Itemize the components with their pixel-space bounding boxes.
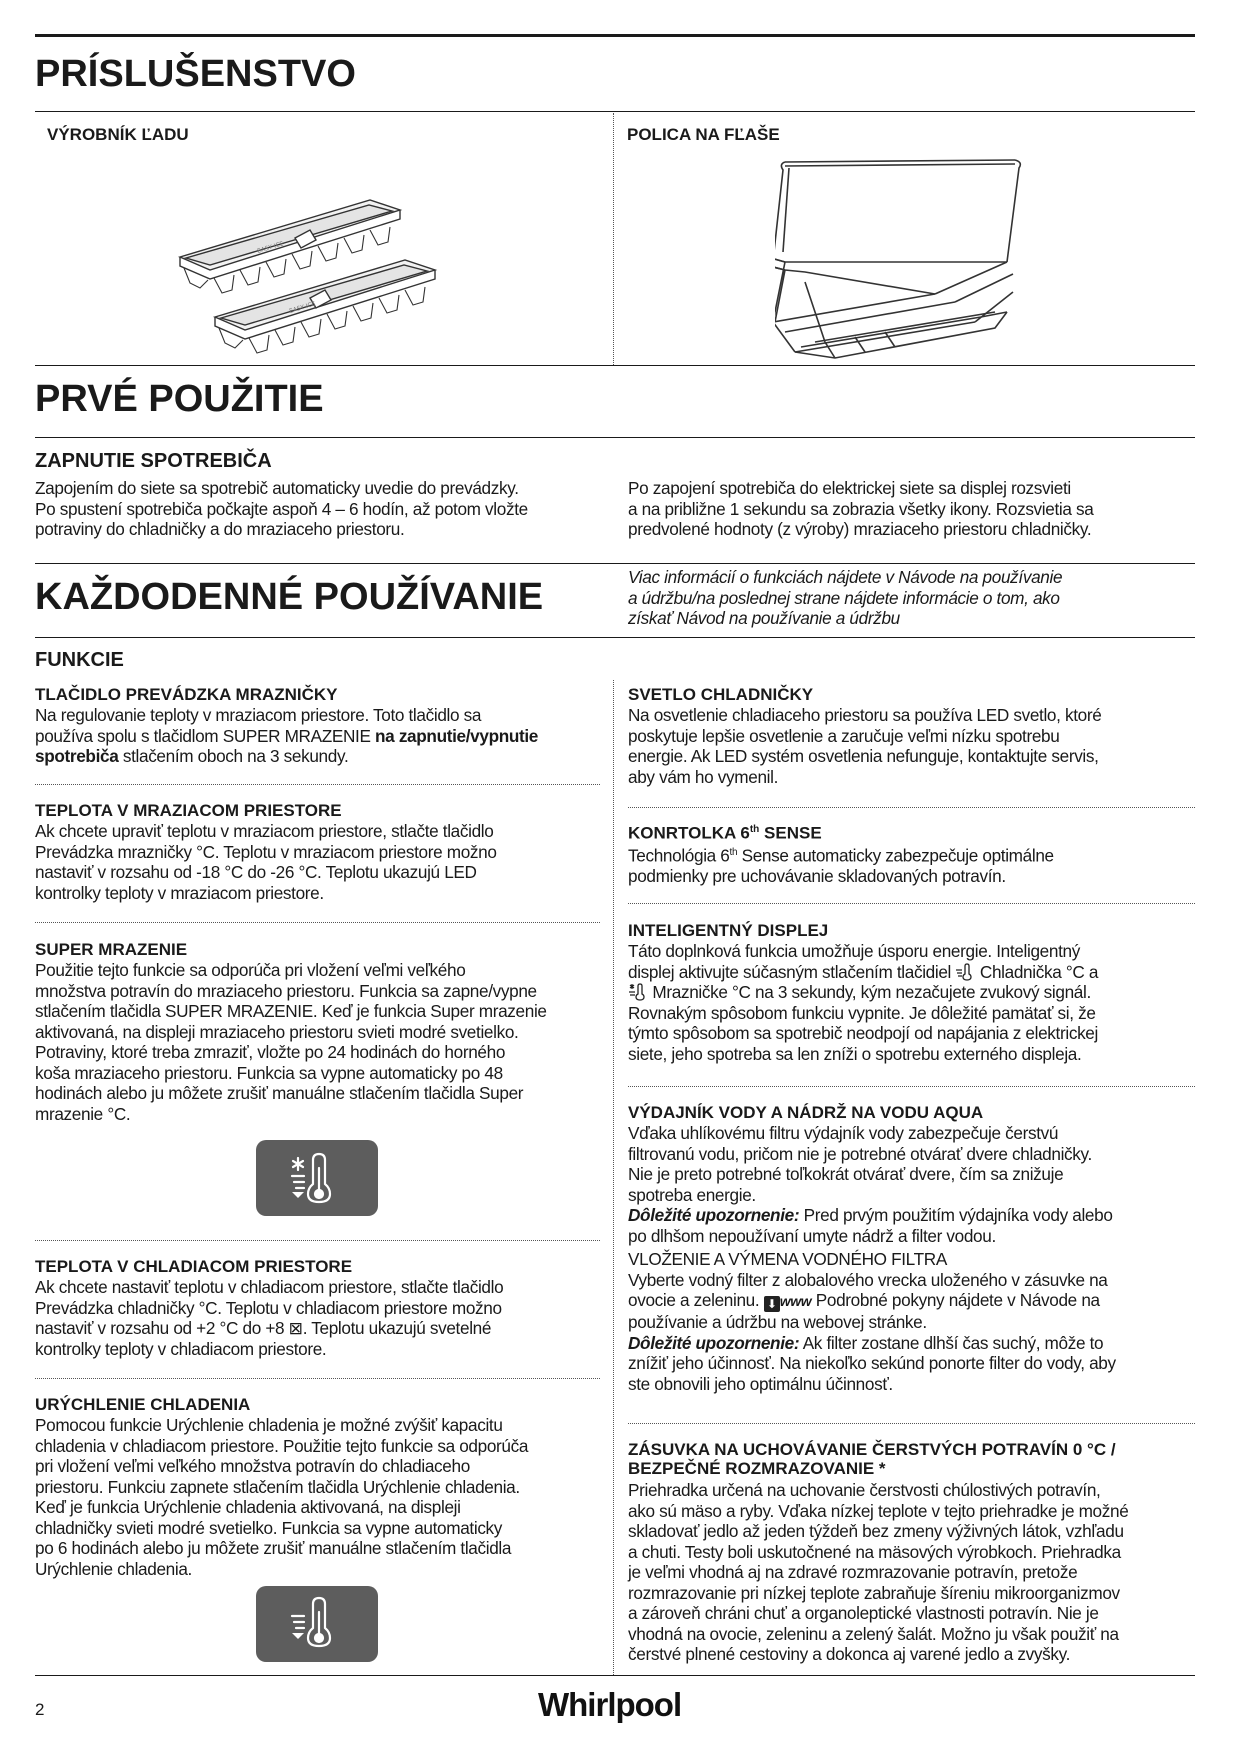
- text-line: čerstvé plnené cestoviny a dokonca aj varené jedlo a zvyšky.: [628, 1644, 1071, 1664]
- text-span: Sense automaticky zabezpečuje optimálne: [737, 845, 1054, 866]
- fresh-drawer-text: [628, 1480, 1195, 1665]
- text-line: ste obnovili jeho optimálnu účinnosť.: [628, 1373, 893, 1394]
- text-line: predvolené hodnoty (z výroby) mraziaceho priestoru chladničky.: [628, 519, 1092, 539]
- text-line: Na regulovanie teploty v mraziacom priestore. Toto tlačidlo sa: [35, 705, 482, 725]
- text-line: Po zapojení spotrebiča do elektrickej siete sa displej rozsvieti: [628, 478, 1071, 498]
- smart-display-title: INTELIGENTNÝ DISPLEJ: [628, 921, 829, 940]
- text-span: Ak filter zostane dlhší čas suchý, môže to: [799, 1332, 1104, 1353]
- first-use-title: PRVÉ POUŽITIE: [35, 378, 324, 420]
- first-use-right-text: [628, 478, 1195, 540]
- text-bold: na zapnutie/vypnutie: [375, 725, 539, 746]
- separator: [628, 903, 1195, 904]
- text-line: znížiť jeho účinnosť. Na niekoľko sekúnd ponorte filter do vody, aby: [628, 1353, 1116, 1373]
- text-line: [628, 1333, 1195, 1354]
- functions-heading: FUNKCIE: [35, 649, 124, 671]
- freezer-button-text: [35, 705, 600, 767]
- text-line: [628, 1290, 1195, 1312]
- text-span: Chladnička °C a: [975, 961, 1099, 982]
- text-line: chladničky svieti modré svetielko. Funkcia sa vypne automaticky: [35, 1517, 503, 1538]
- text-line: Ak chcete nastaviť teplotu v chladiacom priestore, stlačte tlačidlo: [35, 1277, 504, 1297]
- text-line: a údržbu/na poslednej strane nájdete informácie o tom, ako: [628, 587, 1060, 608]
- text-span: Pred prvým použitím výdajníka vody alebo: [799, 1205, 1113, 1225]
- text-line: [628, 982, 1195, 1003]
- text-line: siete, jeho spotreba sa len zníži o spotrebu externého displeja.: [628, 1043, 1082, 1064]
- fast-cool-button[interactable]: [256, 1586, 378, 1662]
- text-line: po 6 hodinách alebo ju môžete zrušiť manuálne stlačením tlačidla: [35, 1538, 512, 1558]
- separator: [35, 922, 600, 923]
- text-line: Po spustení spotrebiča počkajte aspoň 4 – 6 hodín, až potom vložte: [35, 498, 528, 519]
- text-line: mrazenie °C.: [35, 1103, 131, 1124]
- filter-heading: VLOŽENIE A VÝMENA VODNÉHO FILTRA: [628, 1249, 947, 1269]
- bottle-shelf-label: POLICA NA FĽAŠE: [627, 125, 780, 144]
- text-line: Použitie tejto funkcie sa odporúča pri vložení veľmi veľkého: [35, 960, 466, 980]
- text-line: ZÁSUVKA NA UCHOVÁVANIE ČERSTVÝCH POTRAVÍN 0 °C /: [628, 1440, 1116, 1459]
- text-line: a na približne 1 sekundu sa zobrazia všetky ikony. Rozsvietia sa: [628, 498, 1094, 519]
- daily-use-rule-2: [35, 637, 1195, 638]
- text-line: rozmrazovanie pri nízkej teplote zabraňuje šíreniu mikroorganizmov: [628, 1582, 1120, 1603]
- accessories-rule: [35, 111, 1195, 112]
- switch-on-heading: ZAPNUTIE SPOTREBIČA: [35, 450, 272, 472]
- text-span: používa spolu s tlačidlom SUPER MRAZENIE: [35, 725, 376, 746]
- fridge-light-text: [628, 705, 1195, 787]
- text-span: ovocie a zeleninu.: [628, 1290, 764, 1310]
- separator: [628, 1423, 1195, 1424]
- text-line: hodinách alebo ju môžete zrušiť manuálne stlačením tlačidla Super: [35, 1083, 524, 1103]
- daily-use-rule: [35, 563, 1195, 564]
- cooling-thermometer-icon: [256, 1586, 378, 1662]
- text-line: Zapojením do siete sa spotrebič automaticky uvedie do prevádzky.: [35, 478, 519, 498]
- super-freeze-text: [35, 960, 600, 1124]
- super-freeze-button[interactable]: [256, 1140, 378, 1216]
- separator: [35, 1378, 600, 1379]
- text-line: Urýchlenie chladenia.: [35, 1558, 192, 1579]
- text-line: Ak chcete upraviť teplotu v mraziacom priestore, stlačte tlačidlo: [35, 821, 494, 841]
- text-sup: th: [749, 824, 760, 835]
- text-line: Vďaka uhlíkovému filtru výdajník vody zabezpečuje čerstvú: [628, 1123, 1059, 1143]
- separator: [35, 784, 600, 785]
- text-line: poskytuje lepšie osvetlenie a zaručuje veľmi nízku spotrebu: [628, 725, 1060, 746]
- daily-use-note: [628, 567, 1195, 629]
- text-span: KONRTOLKA 6: [628, 823, 750, 843]
- text-line: BEZPEČNÉ ROZMRAZOVANIE *: [628, 1458, 886, 1478]
- text-line: je veľmi vhodná aj na zdravé rozmrazovanie potravín, pretože: [628, 1562, 1078, 1582]
- brand-logo: Whirlpool: [538, 1686, 682, 1723]
- text-line: [628, 1205, 1195, 1226]
- separator: [628, 807, 1195, 808]
- text-line: koša mraziaceho priestoru. Funkcia sa vypne automaticky po 48: [35, 1062, 503, 1083]
- text-span: Mrazničke °C na 3 sekundy, kým nezačujete zvukový signál.: [648, 982, 1091, 1002]
- text-line: energie. Ak LED systém osvetlenia nefunguje, kontaktujte servis,: [628, 746, 1099, 766]
- ice-tray-print-1: EASY ICE: [256, 240, 285, 255]
- text-line: Potraviny, ktoré treba zmraziť, vložte po 24 hodinách do horného: [35, 1042, 506, 1062]
- text-line: ako sú mäso a ryby. Vďaka nízkej teplote v tejto priehradke je možné: [628, 1500, 1129, 1521]
- ice-tray-illustration: [170, 180, 490, 355]
- text-bold-italic: Dôležité upozornenie:: [628, 1205, 800, 1225]
- text-line: týmto spôsobom sa spotrebič neodpojí od napájania z elektrickej: [628, 1023, 1098, 1043]
- text-span: Podrobné pokyny nájdete v Návode na: [811, 1290, 1100, 1310]
- text-line: Táto doplnková funkcia umožňuje úsporu energie. Inteligentný: [628, 941, 1080, 961]
- text-line: [628, 962, 1195, 983]
- text-line: a chuti. Testy boli uskutočnené na mäsových výrobkoch. Priehradka: [628, 1541, 1121, 1562]
- text-line: Vyberte vodný filter z alobalového vrecka uloženého v zásuvke na: [628, 1269, 1108, 1290]
- text-line: priestoru. Funkciu zapnete stlačením tlačidla Urýchlenie chladenia.: [35, 1476, 520, 1497]
- super-freeze-title: SUPER MRAZENIE: [35, 940, 188, 959]
- text-span: Technológia 6: [628, 845, 730, 866]
- freezer-thermometer-icon: [628, 983, 648, 1001]
- text-line: kontrolky teploty v chladiacom priestore.: [35, 1338, 327, 1359]
- text-line: Priehradka určená na uchovanie čerstvosti chúlostivých potravín,: [628, 1480, 1101, 1500]
- text-line: [628, 843, 1195, 866]
- text-line: aktivovaná, na displeji mraziaceho priestoru svieti modré svetielko.: [35, 1021, 519, 1042]
- text-line: podmienky pre uchovávanie skladovaných potravín.: [628, 866, 1006, 887]
- daily-use-title: KAŽDODENNÉ POUŽÍVANIE: [35, 576, 544, 618]
- freezer-button-title: TLAČIDLO PREVÁDZKA MRAZNIČKY: [35, 685, 338, 704]
- water-title: VÝDAJNÍK VODY A NÁDRŽ NA VODU AQUA: [628, 1103, 984, 1122]
- fast-cool-text: [35, 1415, 600, 1579]
- ice-maker-label: VÝROBNÍK ĽADU: [47, 125, 189, 144]
- www-label: www: [779, 1293, 812, 1309]
- fridge-light-title: SVETLO CHLADNIČKY: [628, 685, 814, 704]
- text-line: kontrolky teploty v mraziacom priestore.: [35, 882, 324, 903]
- text-bold: spotrebiča: [35, 746, 119, 766]
- page-number: 2: [35, 1700, 45, 1719]
- fridge-temp-text: [35, 1277, 600, 1359]
- first-use-rule: [35, 437, 1195, 438]
- top-rule: [35, 34, 1195, 37]
- text-line: Prevádzka chladničky °C. Teplotu v chladiacom priestore možno: [35, 1297, 502, 1318]
- text-sup: th: [729, 847, 738, 858]
- text-line: stlačením tlačidla SUPER MRAZENIE. Keď je funkcia Super mrazenie: [35, 1001, 547, 1021]
- text-line: chladenia v chladiacom priestore. Použitie tejto funkcie sa odporúča: [35, 1435, 529, 1456]
- ice-tray-print-2: EASY ICE: [288, 300, 317, 315]
- text-line: a zároveň chráni chuť a organoleptické vlastnosti potravín. Nie je: [628, 1603, 1099, 1623]
- download-icon: ⬇: [764, 1296, 780, 1312]
- accessories-title: PRÍSLUŠENSTVO: [35, 53, 356, 95]
- freezer-temp-text: [35, 821, 600, 903]
- text-span: stlačením oboch na 3 sekundy.: [118, 746, 349, 766]
- accessories-divider: [613, 113, 614, 365]
- text-line: získať Návod na používanie a údržbu: [628, 608, 900, 628]
- text-span: SENSE: [759, 823, 822, 843]
- smart-display-text: [628, 941, 1195, 1064]
- text-line: Nie je preto potrebné toľkokrát otvárať dvere, čím sa znižuje: [628, 1164, 1064, 1184]
- sixth-sense-title: [628, 824, 822, 843]
- text-line: aby vám ho vymenil.: [628, 766, 779, 787]
- text-line: spotreba energie.: [628, 1184, 756, 1205]
- text-line: Rovnakým spôsobom funkciu vypnite. Je dôležité pamätať si, že: [628, 1002, 1096, 1023]
- sixth-sense-text: [628, 843, 1195, 887]
- text-bold-italic: Dôležité upozornenie:: [628, 1332, 800, 1353]
- fresh-drawer-title: [628, 1441, 1116, 1478]
- text-line: používanie a údržbu na webovej stránke.: [628, 1312, 927, 1332]
- columns-divider: [613, 680, 614, 1675]
- water-text: [628, 1123, 1195, 1394]
- text-line: Viac informácií o funkciách nájdete v Návode na používanie: [628, 567, 1063, 587]
- text-line: Keď je funkcia Urýchlenie chladenia aktivovaná, na displeji: [35, 1497, 461, 1517]
- text-line: [35, 746, 600, 767]
- text-line: pri vložení veľmi veľkého množstva potravín do chladiaceho: [35, 1456, 470, 1476]
- text-line: [35, 726, 600, 747]
- fridge-temp-title: TEPLOTA V CHLADIACOM PRIESTORE: [35, 1257, 353, 1276]
- text-line: nastaviť v rozsahu od -18 °C do -26 °C. Teplotu ukazujú LED: [35, 862, 477, 882]
- text-line: potraviny do chladničky a do mraziaceho priestoru.: [35, 519, 405, 539]
- text-line: vhodná na ovocie, zeleninu a zelený šalát. Možno ju však použiť na: [628, 1623, 1119, 1644]
- text-line: nastaviť v rozsahu od +2 °C do +8 ⊠. Teplotu ukazujú svetelné: [35, 1318, 492, 1338]
- text-line: Na osvetlenie chladiaceho priestoru sa používa LED svetlo, ktoré: [628, 705, 1102, 725]
- separator: [628, 1086, 1195, 1087]
- first-use-rule-top: [35, 365, 1195, 366]
- fast-cool-title: URÝCHLENIE CHLADENIA: [35, 1395, 251, 1414]
- fridge-thermometer-icon: [955, 963, 975, 981]
- snowflake-thermometer-icon: [256, 1140, 378, 1216]
- text-line: po dlhšom nepoužívaní umyte nádrž a filter vodou.: [628, 1225, 996, 1246]
- text-line: Prevádzka mrazničky °C. Teplotu v mraziacom priestore možno: [35, 841, 497, 862]
- freezer-temp-title: TEPLOTA V MRAZIACOM PRIESTORE: [35, 801, 342, 820]
- first-use-left-text: [35, 478, 600, 540]
- separator: [35, 1240, 600, 1241]
- footer-rule: [35, 1675, 1195, 1676]
- bottle-shelf-illustration: [775, 152, 1045, 362]
- text-line: filtrovanú vodu, pričom nie je potrebné otvárať dvere chladničky.: [628, 1143, 1092, 1164]
- text-line: Pomocou funkcie Urýchlenie chladenia je možné zvýšiť kapacitu: [35, 1415, 503, 1435]
- text-line: skladovať jedlo až jeden týždeň bez zmeny výživných látok, vzhľadu: [628, 1521, 1124, 1541]
- text-span: displej aktivujte súčasným stlačením tlačidiel: [628, 961, 956, 982]
- text-line: množstva potravín do mraziaceho priestoru. Funkcia sa zapne/vypne: [35, 980, 537, 1001]
